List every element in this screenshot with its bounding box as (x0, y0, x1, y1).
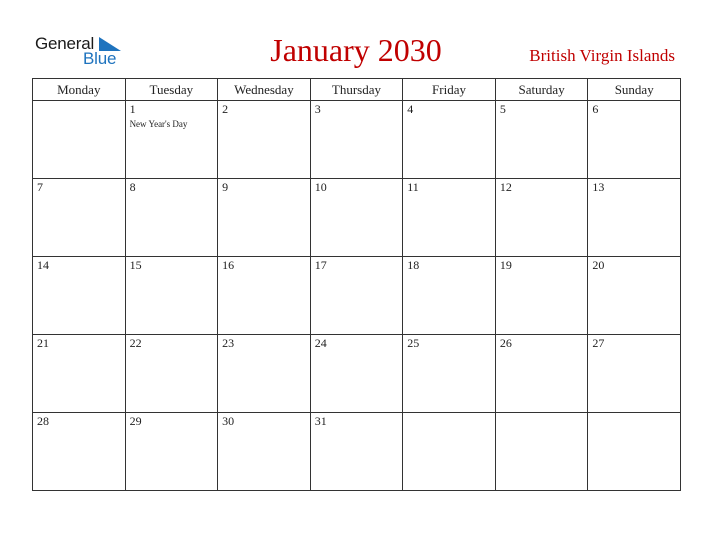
weekday-header: Thursday (310, 79, 403, 101)
day-number: 20 (592, 258, 605, 272)
day-cell (403, 101, 496, 179)
day-number: 24 (314, 336, 327, 350)
day-cell (495, 179, 588, 257)
day-cell (125, 179, 218, 257)
day-cell (588, 179, 681, 257)
day-cell (310, 101, 403, 179)
day-number: 1 (129, 102, 136, 116)
logo-text-blue: Blue (83, 49, 117, 68)
day-cell (125, 101, 218, 179)
day-number: 7 (37, 180, 43, 194)
day-number: 19 (499, 258, 512, 272)
day-cell (310, 257, 403, 335)
day-number: 30 (222, 414, 235, 428)
weekday-header: Tuesday (125, 79, 218, 101)
day-cell (33, 257, 126, 335)
day-cell (33, 101, 126, 179)
week-row (33, 335, 681, 413)
day-number: 10 (314, 180, 327, 194)
day-cell (310, 413, 403, 491)
day-cell (218, 413, 311, 491)
weekday-header: Saturday (495, 79, 588, 101)
day-cell (588, 257, 681, 335)
week-row (33, 413, 681, 491)
day-number: 21 (37, 336, 49, 350)
day-number: 11 (407, 180, 419, 194)
day-number: 14 (37, 258, 49, 272)
day-number: 26 (499, 336, 512, 350)
day-number (403, 413, 495, 415)
day-cell (495, 413, 588, 491)
day-cell (403, 257, 496, 335)
day-cell (33, 179, 126, 257)
day-cell (588, 101, 681, 179)
day-number: 16 (222, 258, 235, 272)
day-cell (218, 179, 311, 257)
holiday-label: New Year's Day (129, 119, 188, 129)
day-cell (310, 335, 403, 413)
day-number: 8 (129, 180, 136, 194)
day-number: 15 (129, 258, 142, 272)
day-cell (403, 179, 496, 257)
day-number (33, 101, 125, 103)
day-number: 9 (222, 180, 229, 194)
day-number: 23 (222, 336, 235, 350)
day-cell (218, 257, 311, 335)
day-number: 29 (129, 414, 142, 428)
day-cell (495, 101, 588, 179)
calendar-grid (32, 78, 681, 491)
day-cell (33, 413, 126, 491)
day-number (588, 413, 680, 415)
day-number: 5 (499, 102, 506, 116)
day-number: 28 (37, 414, 49, 428)
day-number: 4 (407, 102, 414, 116)
weekday-header: Sunday (588, 79, 681, 101)
day-number: 6 (592, 102, 599, 116)
day-cell (403, 335, 496, 413)
day-number: 17 (314, 258, 327, 272)
day-number: 25 (407, 336, 420, 350)
day-cell (33, 335, 126, 413)
weekday-header: Friday (403, 79, 496, 101)
day-cell (588, 413, 681, 491)
day-cell (310, 179, 403, 257)
week-row (33, 101, 681, 179)
day-number (496, 413, 588, 415)
day-number: 12 (499, 180, 512, 194)
day-number: 18 (407, 258, 420, 272)
week-row (33, 179, 681, 257)
day-cell (495, 257, 588, 335)
calendar-title: January 2030 (270, 32, 442, 68)
day-cell (495, 335, 588, 413)
logo-text-general: General (35, 34, 95, 53)
day-cell (403, 413, 496, 491)
weekday-header: Wednesday (218, 79, 311, 101)
day-number: 2 (222, 102, 229, 116)
day-cell (218, 335, 311, 413)
day-cell (588, 335, 681, 413)
day-cell (125, 257, 218, 335)
weekday-header-row (33, 79, 681, 101)
day-number: 31 (314, 414, 327, 428)
day-cell (218, 101, 311, 179)
day-number: 27 (592, 336, 605, 350)
day-number: 13 (592, 180, 605, 194)
calendar-region: British Virgin Islands (529, 46, 675, 65)
day-cell (125, 413, 218, 491)
day-number: 22 (129, 336, 142, 350)
day-number: 3 (314, 102, 321, 116)
weekday-header: Monday (33, 79, 126, 101)
week-row (33, 257, 681, 335)
day-cell (125, 335, 218, 413)
